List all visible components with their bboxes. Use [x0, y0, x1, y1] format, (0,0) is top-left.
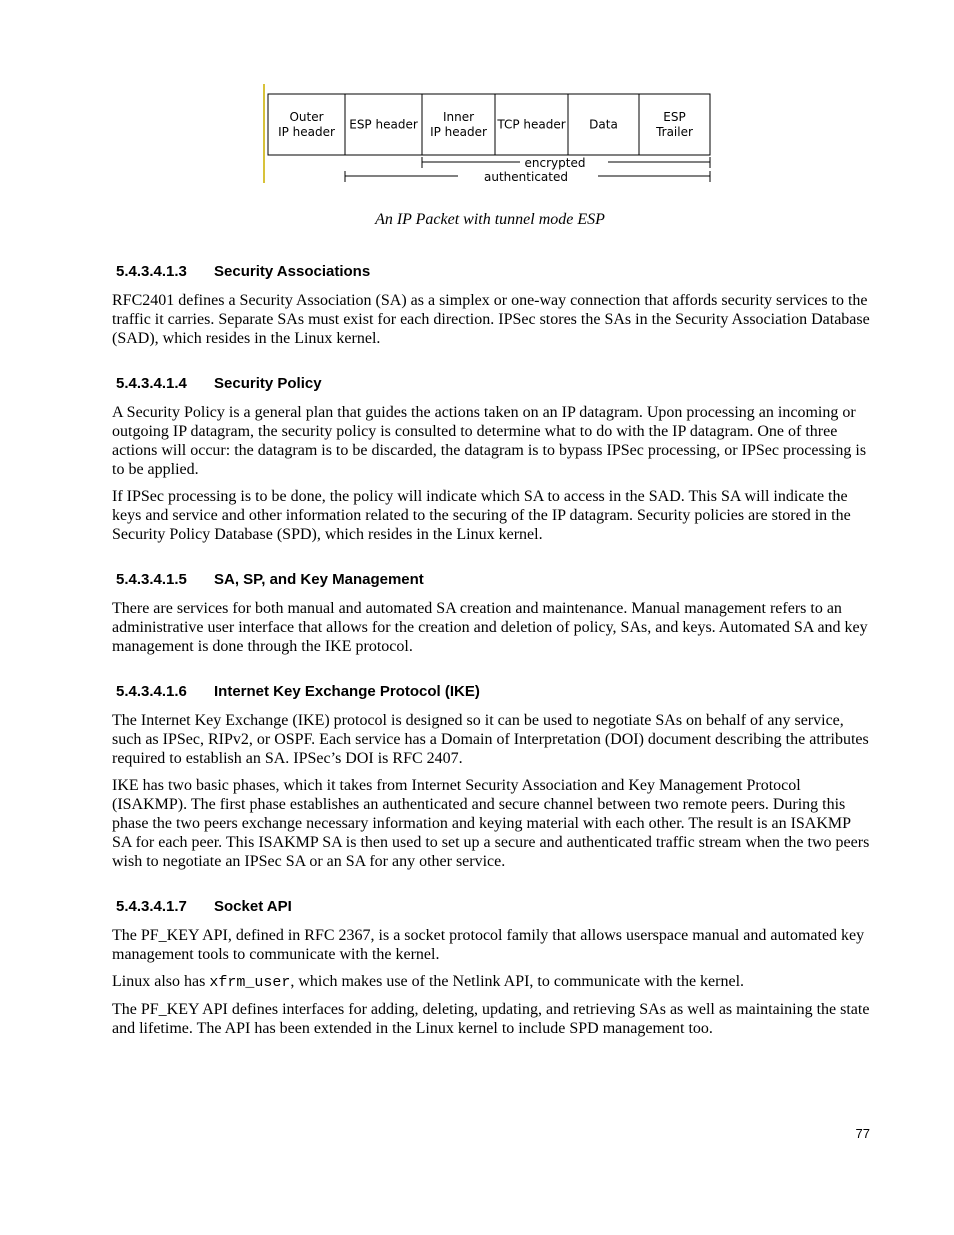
paragraph: The PF_KEY API, defined in RFC 2367, is a socket protocol family that allows userspace manual and automated key management tools to communicate with the kernel.: [112, 927, 865, 963]
section-heading: [116, 682, 872, 702]
section-number: 5.4.3.4.1.4: [116, 375, 187, 392]
page-number: 77: [855, 1126, 870, 1141]
paragraph: IKE has two basic phases, which it takes from Internet Security Association and Key Management Protocol (ISAKMP). The first phase establishes an authenticated and secure channel between two remote peers. During this phase the two peers exchange necessary information and keying material with each other. The result is an ISAKMP SA for each peer. This ISAKMP SA is then used to set up a secure and authenticated traffic stream when the two peers wish to negotiate an IPSec SA or an SA for any other service.: [112, 777, 870, 870]
section-security-policy: [112, 374, 872, 544]
paragraph: There are services for both manual and automated SA creation and maintenance. Manual management refers to an administrative user interface that allows for the creation and deletion of policy, SAs, and keys. Automated SA and key management is done through the IKE protocol.: [112, 600, 868, 655]
packet-diagram-svg: [262, 84, 712, 184]
section-ike: [112, 682, 872, 871]
packet-cell-label: Data: [589, 117, 618, 132]
paragraph-with-code: [112, 972, 872, 992]
paragraph: If IPSec processing is to be done, the policy will indicate which SA to access in the SAD. This SA will indicate the keys and service and other information related to the securing of the IP datagram. Security policies are stored in the Security Policy Database (SPD), which resides in the Linux kernel.: [112, 488, 851, 543]
section-title: Security Associations: [214, 263, 371, 280]
section-number: 5.4.3.4.1.6: [116, 683, 187, 700]
packet-diagram: [262, 84, 712, 184]
packet-cell-label: ESP header: [349, 117, 418, 132]
figure-caption: An IP Packet with tunnel mode ESP: [375, 211, 605, 228]
section-socket-api: [112, 897, 872, 1038]
packet-cell-label: IP header: [430, 125, 487, 139]
paragraph: The Internet Key Exchange (IKE) protocol is designed so it can be used to negotiate SAs on behalf of any service, such as IPSec, RIPv2, or OSPF. Each service has a Domain of Interpretation (DOI) document describing the attributes required to establish an SA. IPSec’s DOI is RFC 2407.: [112, 712, 869, 767]
packet-cell-label: Trailer: [656, 125, 693, 139]
packet-cell-label: Inner: [442, 110, 475, 124]
section-key-management: [112, 570, 872, 656]
section-security-associations: [112, 262, 872, 348]
section-heading: [116, 374, 872, 394]
section-number: 5.4.3.4.1.3: [116, 263, 187, 280]
text-before-code: Linux also has: [112, 973, 210, 990]
inline-code: xfrm_user: [209, 974, 291, 991]
paragraph: The PF_KEY API defines interfaces for adding, deleting, updating, and retrieving SAs as well as maintaining the state and lifetime. The API has been extended in the Linux kernel to include SPD management too.: [112, 1001, 870, 1037]
document-body: [112, 262, 872, 1064]
packet-cell-label: ESP: [663, 110, 686, 124]
section-title: Security Policy: [214, 375, 322, 392]
packet-cells: [278, 94, 693, 155]
section-heading: [116, 262, 872, 282]
section-number: 5.4.3.4.1.7: [116, 898, 187, 915]
packet-cell-label: TCP header: [497, 117, 566, 132]
packet-cell-label: Outer: [289, 110, 324, 124]
paragraph: RFC2401 defines a Security Association (SA) as a simplex or one-way connection that affords security services to the traffic it carries. Separate SAs must exist for each direction. IPSec stores the SAs in the Security Association Database (SAD), which resides in the Linux kernel.: [112, 292, 870, 347]
section-number: 5.4.3.4.1.5: [116, 571, 187, 588]
packet-cell-label: IP header: [278, 125, 335, 139]
section-heading: [116, 897, 872, 917]
section-title: SA, SP, and Key Management: [214, 571, 424, 588]
authenticated-label: authenticated: [484, 170, 568, 184]
section-title: Socket API: [214, 898, 292, 915]
paragraph: A Security Policy is a general plan that guides the actions taken on an IP datagram. Upon processing an incoming or outgoing IP datagram, the security policy is consulted to determine what to do with the IP datagram. One of three actions will occur: the datagram is to be discarded, the datagram is to bypass IPSec processing, or IPSec processing is to be applied.: [112, 404, 867, 478]
section-title: Internet Key Exchange Protocol (IKE): [214, 683, 480, 700]
section-heading: [116, 570, 872, 590]
encrypted-label: encrypted: [524, 156, 586, 170]
text-after-code: , which makes use of the Netlink API, to communicate with the kernel.: [290, 973, 745, 990]
